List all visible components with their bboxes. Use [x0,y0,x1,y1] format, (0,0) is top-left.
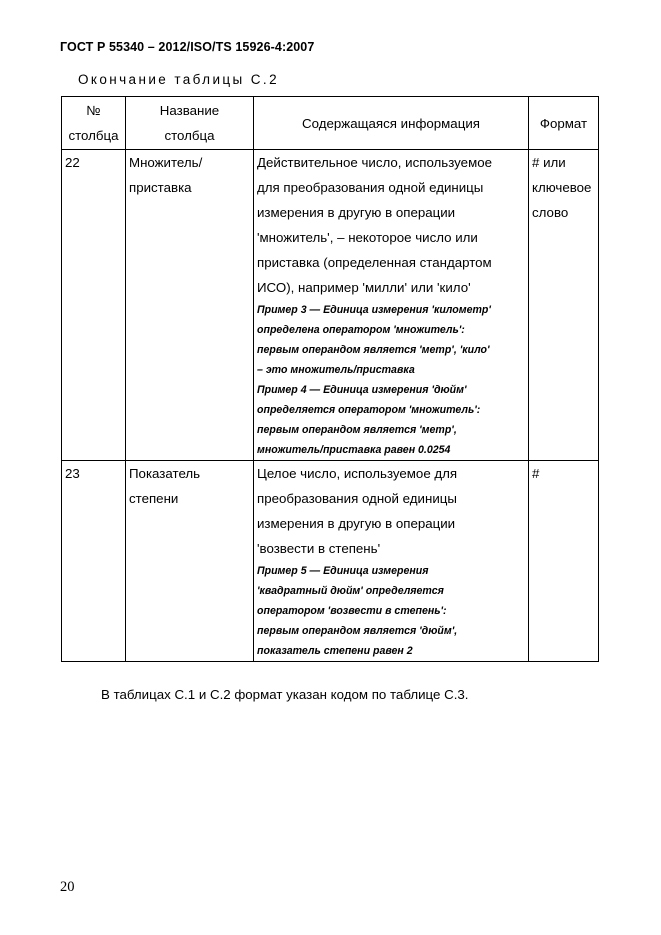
row-name [126,150,254,461]
row-format [529,461,599,662]
row-name-line: Показатель [129,466,201,481]
row-name-line: приставка [129,180,192,195]
row-number: 22 [62,150,126,461]
example-block [257,300,525,460]
row-name [126,461,254,662]
info-line: ИСО), например 'милли' или 'кило' [257,280,471,295]
example-line: – это множитель/приставка [257,364,415,376]
info-line: 'возвести в степень' [257,541,381,556]
example-line: первым операндом является 'метр', 'кило' [257,344,490,356]
document-header: ГОСТ Р 55340 – 2012/ISO/TS 15926-4:2007 [60,40,315,54]
format-line: ключевое [532,180,592,195]
info-line: преобразования одной единицы [257,491,457,506]
format-line: слово [532,205,569,220]
example-line: показатель степени равен 2 [257,645,413,657]
example-line: определена оператором 'множитель': [257,324,465,336]
example-block [257,561,525,661]
header-column-info: Содержащаяся информация [254,97,529,150]
table-caption: Окончание таблицы С.2 [78,72,279,87]
example-line: множитель/приставка равен 0.0254 [257,444,451,456]
info-line: Целое число, используемое для [257,466,458,481]
header-column-format: Формат [529,97,599,150]
info-line: 'множитель', – некоторое число или [257,230,478,245]
header-number-line2: столбца [68,128,119,143]
table-row [62,150,599,461]
example-line: Пример 4 — Единица измерения 'дюйм' [257,384,467,396]
row-info [254,461,529,662]
row-name-line: Множитель/ [129,155,203,170]
row-info [254,150,529,461]
table-header-row [62,97,599,150]
format-line: # [532,466,540,481]
page-number: 20 [60,879,75,895]
header-column-name [126,97,254,150]
example-line: определяется оператором 'множитель': [257,404,481,416]
info-line: приставка (определенная стандартом [257,255,492,270]
example-line: первым операндом является 'дюйм', [257,625,458,637]
row-format [529,150,599,461]
header-name-line1: Название [159,103,220,118]
info-line: измерения в другую в операции [257,205,456,220]
row-name-line: степени [129,491,179,506]
example-line: оператором 'возвести в степень': [257,605,447,617]
format-line: # или [532,155,566,170]
example-line: Пример 3 — Единица измерения 'километр' [257,304,491,316]
footnote: В таблицах С.1 и С.2 формат указан кодом по таблице С.3. [101,687,469,702]
example-line: Пример 5 — Единица измерения [257,565,429,577]
header-column-number [62,97,126,150]
example-line: первым операндом является 'метр', [257,424,457,436]
info-line: для преобразования одной единицы [257,180,484,195]
example-line: 'квадратный дюйм' определяется [257,585,444,597]
row-number: 23 [62,461,126,662]
info-line: измерения в другую в операции [257,516,456,531]
header-number-line1: № [86,103,101,118]
header-name-line2: столбца [164,128,215,143]
table-row [62,461,599,662]
data-table [61,96,599,662]
info-line: Действительное число, используемое [257,155,493,170]
